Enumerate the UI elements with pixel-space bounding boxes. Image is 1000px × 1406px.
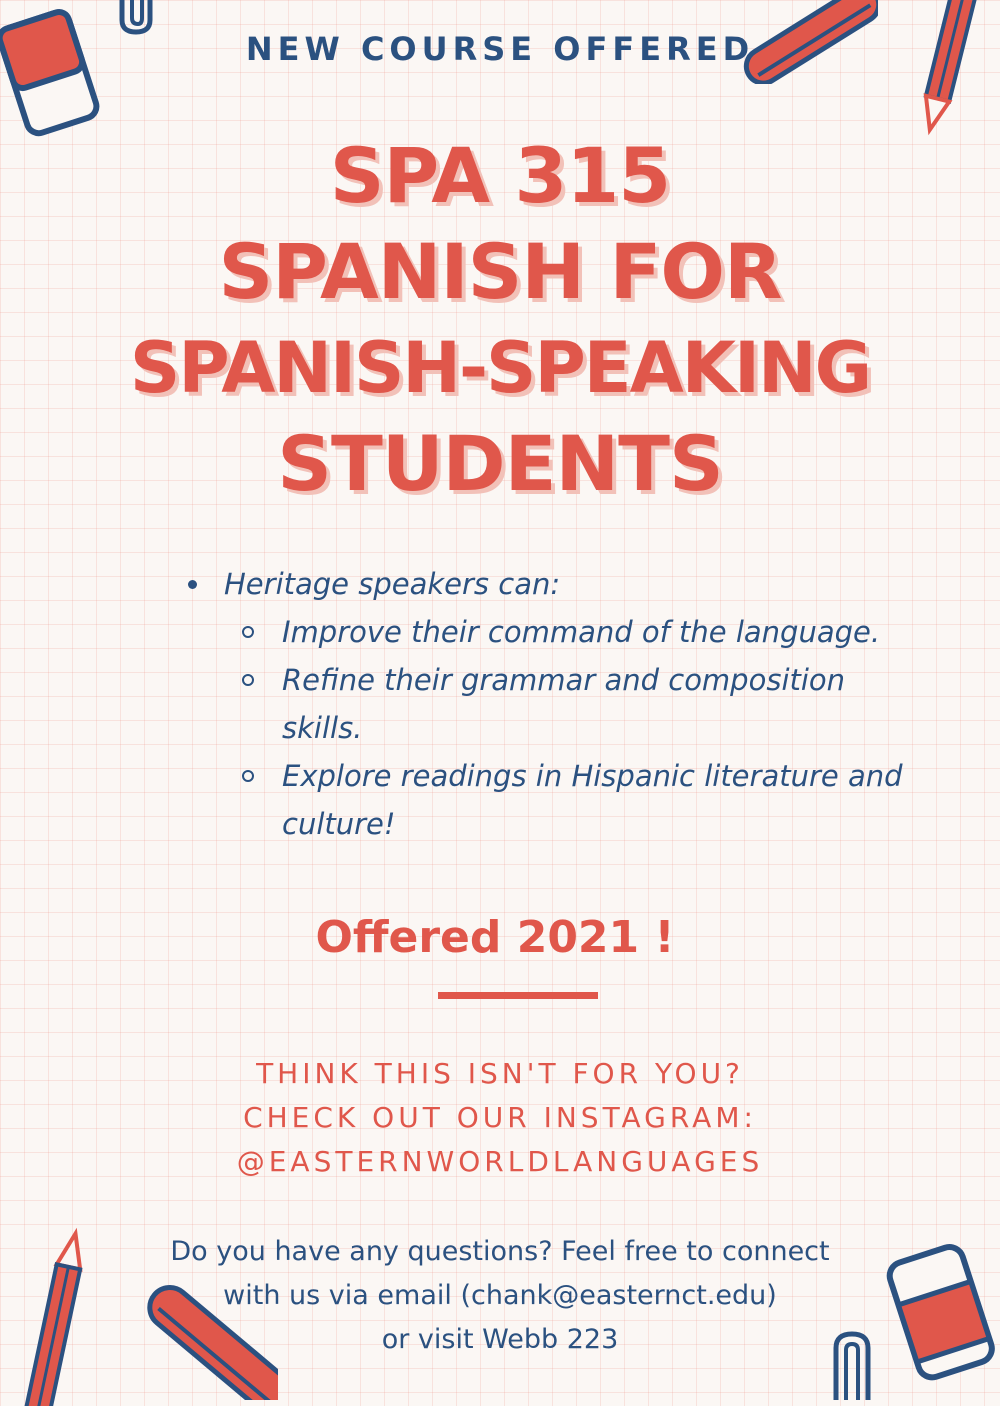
title-line-2: SPANISH FOR: [218, 227, 782, 316]
contact-office-line: or visit Webb 223: [381, 1324, 619, 1355]
list-item: Improve their command of the language.: [282, 608, 906, 656]
instagram-handle: @EASTERNWORLDLANGUAGES: [236, 1145, 764, 1178]
title-line-3: SPANISH-SPEAKING: [129, 327, 871, 409]
bullet-ring-icon: [242, 770, 254, 782]
cta-line-1: THINK THIS ISN'T FOR YOU?: [256, 1057, 744, 1090]
cta-line-2: CHECK OUT OUR INSTAGRAM:: [243, 1101, 757, 1134]
list-item: Refine their grammar and composition skills.: [282, 656, 906, 752]
title-line-4: STUDENTS: [277, 419, 723, 508]
offered-year: Offered 2021 !: [315, 912, 675, 963]
course-code: SPA 315: [329, 131, 671, 220]
contact-line-1: Do you have any questions? Feel free to connect: [170, 1236, 830, 1267]
course-title: [0, 128, 1000, 512]
contact-info: [0, 1230, 1000, 1362]
benefits-sublist: [186, 608, 906, 848]
eraser-icon: [0, 0, 114, 146]
list-item: Explore readings in Hispanic literature and culture!: [282, 752, 906, 848]
bullet-ring-icon: [242, 674, 254, 686]
benefits-list: [186, 560, 906, 848]
divider: [438, 992, 598, 999]
contact-email-line: with us via email (chank@easternct.edu): [223, 1280, 777, 1311]
pencil-icon: [912, 0, 982, 140]
course-kicker: NEW COURSE OFFERED: [245, 30, 755, 68]
benefits-heading: Heritage speakers can:: [186, 560, 906, 608]
instagram-callout: [0, 1052, 1000, 1184]
bullet-ring-icon: [242, 626, 254, 638]
